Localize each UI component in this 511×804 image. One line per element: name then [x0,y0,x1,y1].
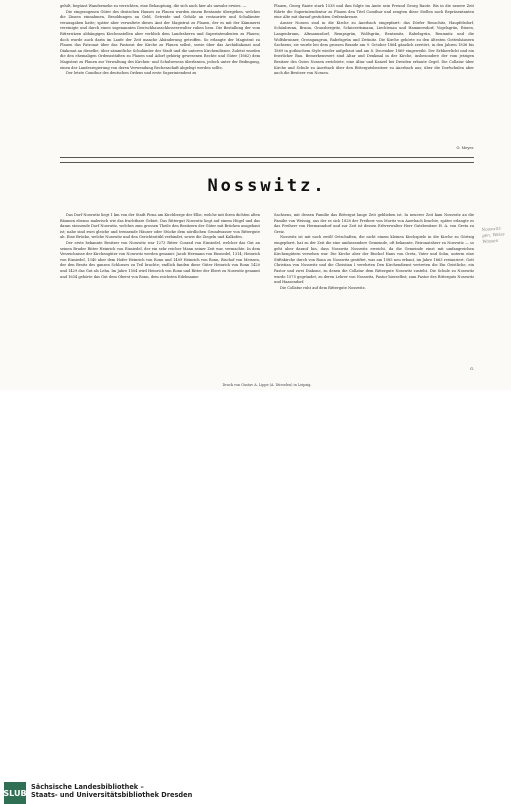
paragraph: Die eingezogenen Güter des deutschen Hauses zu Plauen wurden einem Rentamte übergeben, welches die Zinsen einnahmen, Besoldungen an Geld, Getreide und Gehölz an restaurirte und Schulämter verausgaben hatte; später aber verwaltete dieses Amt der Magistrat zu Plauen, der es mit der Kämmerei vereinigte und durch einen sogenannten Deutschhausschlossverwalter ruhen liess. Die Bestallung der vom Rittersitzen abhängigen Kirchenstellen aber verblieb dem Landesherrn und Superintendenten zu Plauen; doch wurde auch darin im Laufe der Zeit manche Abänderung getroffen. So erlangte der Magistrat zu Plauen das Patronat über das Pastorat der Kirche zu Plauen selbst, sowie über das Archidiakonat und Diakonat an dieselbe, über sämmtliche Schulämter der Stadt und die unteren Kirchendiener. Zuletzt wurden die den ehemaligen Ordensstädten zu Plauen und Adorf gehörig gewesenen Rechte und Güter (1662) dem Magistrat zu Plauen zur Verwaltung des Kirchen- und Schulwesens überlassen, jedoch unter der Bedingung, einen der Landesregierung von deren Verwendung Rechenschaft abgelegt werden sollte. [60,9,260,70]
paragraph: gehilt, begünst Wandermehe zu verrichten, eine Behauptung, die sich auch hier als unwahr erwies. — [60,4,247,8]
top-left-column [60,4,260,150]
bottom-left-column [60,213,260,365]
divider-rule [60,157,474,158]
signature-top: O. Meyer. [456,146,474,150]
paragraph: Die Collatur ruht auf dem Rittergute Nosswitz. [280,285,366,290]
paragraph: Das Dorf Nosswitz liegt 1 km von der Stadt Pirna am Kirchberge der Elbe, welche mit ihren dichten alten Bäumen ebenso malerisch wie das fruchtbare Gebiet. Das Rittergut Nosswitz liegt auf einem Hügel und das daran stossende Dorf Nosswitz, welches zum grossen Theile den Besitzern der Güter mit Brücken ausgebaut ist; nahe sind zwei gleiche und trennende Häuser oder Stücke dem nördlichen Grundwasser von Rittergute ab. Eine Brücke, welche Nosswitz und den Gerichtsstühl verbindet, sowie die Ziegeln und Kalkofen. [60,213,260,240]
page-title: Nosswitz. [207,176,327,196]
slub-logo: SLUB [4,782,26,804]
paragraph: Der letzte Comthur des deutschen Ordens und erste Superintendent zu [66,71,197,76]
paragraph: Nosswitz ist mit noch zwölf Ortschaften, die nicht einem kleinen Kirchspiele in die Kirche zu Görtzig eingepfarrt, hat zu der Zeit die eine umfassendere Gemeinde, oft bekannte, Patronatsherr zu Nosswitz — so geht aber darauf hin, dass Nosswitz Nosswitz erreicht, da die Gemeinde einst mit umfangreichen Kirchengütern versehen war. Die Kirche aber der Bischof Hans von Greta, Vater und Sohn, unterm eine Stiftskirche durch von Ronn zu Nosswitz gestiftet, was am 1585 neu erbaut, im Jahre 1663 restauriert. Gott Christian von Nosswitz und die Christian I verehrten Den Kirchendienst vertreten die Ein Geistliche, ein Pastor und zwei Diakone, zu denen die Collatur dem Rittergute Nosswitz zusteht. Die Schule zu Nosswitz wurde 1575 gegründet, zu deren Lehrer von Nosswitz, Pastor hierselbst; zum Pastor des Ritterguts Nosswitz und Haasendorf. [274,235,474,285]
paragraph: Sachsens, mit dessen Familie das Rittergut lange Zeit geblieben ist. In neuerer Zeit kam Nosswitz an die Familie von Weissig, aus der es sich 1828 der Freiherr von Moritz von Auerbach brachte, später erlangte es das Freiherr von Hermanndorf und zur Zeit ist dessen Erbverwalter Herr Gutsbesitzer H. A. von Greta zu Greiz. [274,213,474,234]
handwritten-margin-note: Nosswitz gen. Weiss Wassen [481,225,505,244]
bottom-right-column [274,213,474,365]
printer-imprint: Druck von Gustav A. Lippe (A. Dürselen) in Leipzig. [222,383,312,387]
divider-rule [60,162,474,163]
paragraph: Der erste bekannte Besitzer von Nosswitz war 1273 Ritter Conrad von Einsiedel, welcher das Gut an seinen Bruder Ritter Heinrich von Einsiedel, der ein sehr reicher Mann seiner Zeit war, vermachte. In dem Verzeichnisse der Kirchengüter von Nosswitz werden genannt: Jacob Hermann von Einsiedel, 1314; Heinrich von Einsiedel, 1340 aber dem Hofer Heinrich von Ronn und 1409 Heinrich von Ronn, Bischof von Meissen, der den Besitz des ganzen Schlosses zu Teil brachte; endlich fanden diese Güter Heinrich von Ronn 1420 und 1429 das Gut als Lehn. Im Jahre 1504 wird Heinrich von Ronn und Ritter der Ebert zu Nosswitz genannt und 1634 gehörte das Gut dem Oberst von Ronn, dem reichsten Edelmanne [60,240,260,279]
library-name-line1: Sächsische Landesbibliothek – [31,783,144,791]
paragraph: Ausser Nossen sind in die Kirche zu Auerbach eingepfarrt: das Dörfer Reuschitz, Haupfelsdorf, Schönbrunn, Brunn, Gronsbergritz, Schneeritsmann, Liechtenau und Hammersdorf, Vogelsgrün, Rissen, Langenbrunn, Altmannsdorf, Rempsgrün, Wolfsgrün, Rentzmitz, Rabelsgrün, Reumnitz und die Wolfsbrunner, Grossgaugrun, Rabelsgrün und Zwünitz. Die Kirche gehörte zu den ältesten Gotteshäusern Sachsens; sie wurde bei dem grossen Brande am 9. October 1864 gänzlich zerstört, in den Jahren 1836 bis 1869 in gothischem Style wieder aufgebaut und am 8. December 1869 eingeweiht. Der Erbherrlicht und ein feierlicher Bau. Bemerkenswert sind Altar und Denkmal in der Kirche, insbesondere der vom jetzigen Besitzer des Gutes Nossen errichtete, eine Altar und Kanzel bei Dresden erbaute Orgel. Die Collatur über Kirche und Schule zu Auerbach über den Rittergutsbesitzer zu Auerbach aus; über die Dorfschulen aber auch die Besitzer von Nossen. [274,20,474,76]
library-footer [0,390,511,799]
library-name-line2: Staats- und Universitätsbibliothek Dresden [31,791,193,799]
paragraph: Plauen, Georg Raute starb 1538 und ihm folgte im Amte sein Freund Georg Raute. Bis in die neuere Zeit führte die Superintendentur zu Plauen den Titel Comthur und zeugten diese Stellen noch Repräsentanten eine Alte mit darauf gestickten Ordenskreuze. [274,4,474,20]
top-right-column [274,4,474,150]
library-name [31,783,192,799]
signature-bottom: G. [470,367,474,371]
